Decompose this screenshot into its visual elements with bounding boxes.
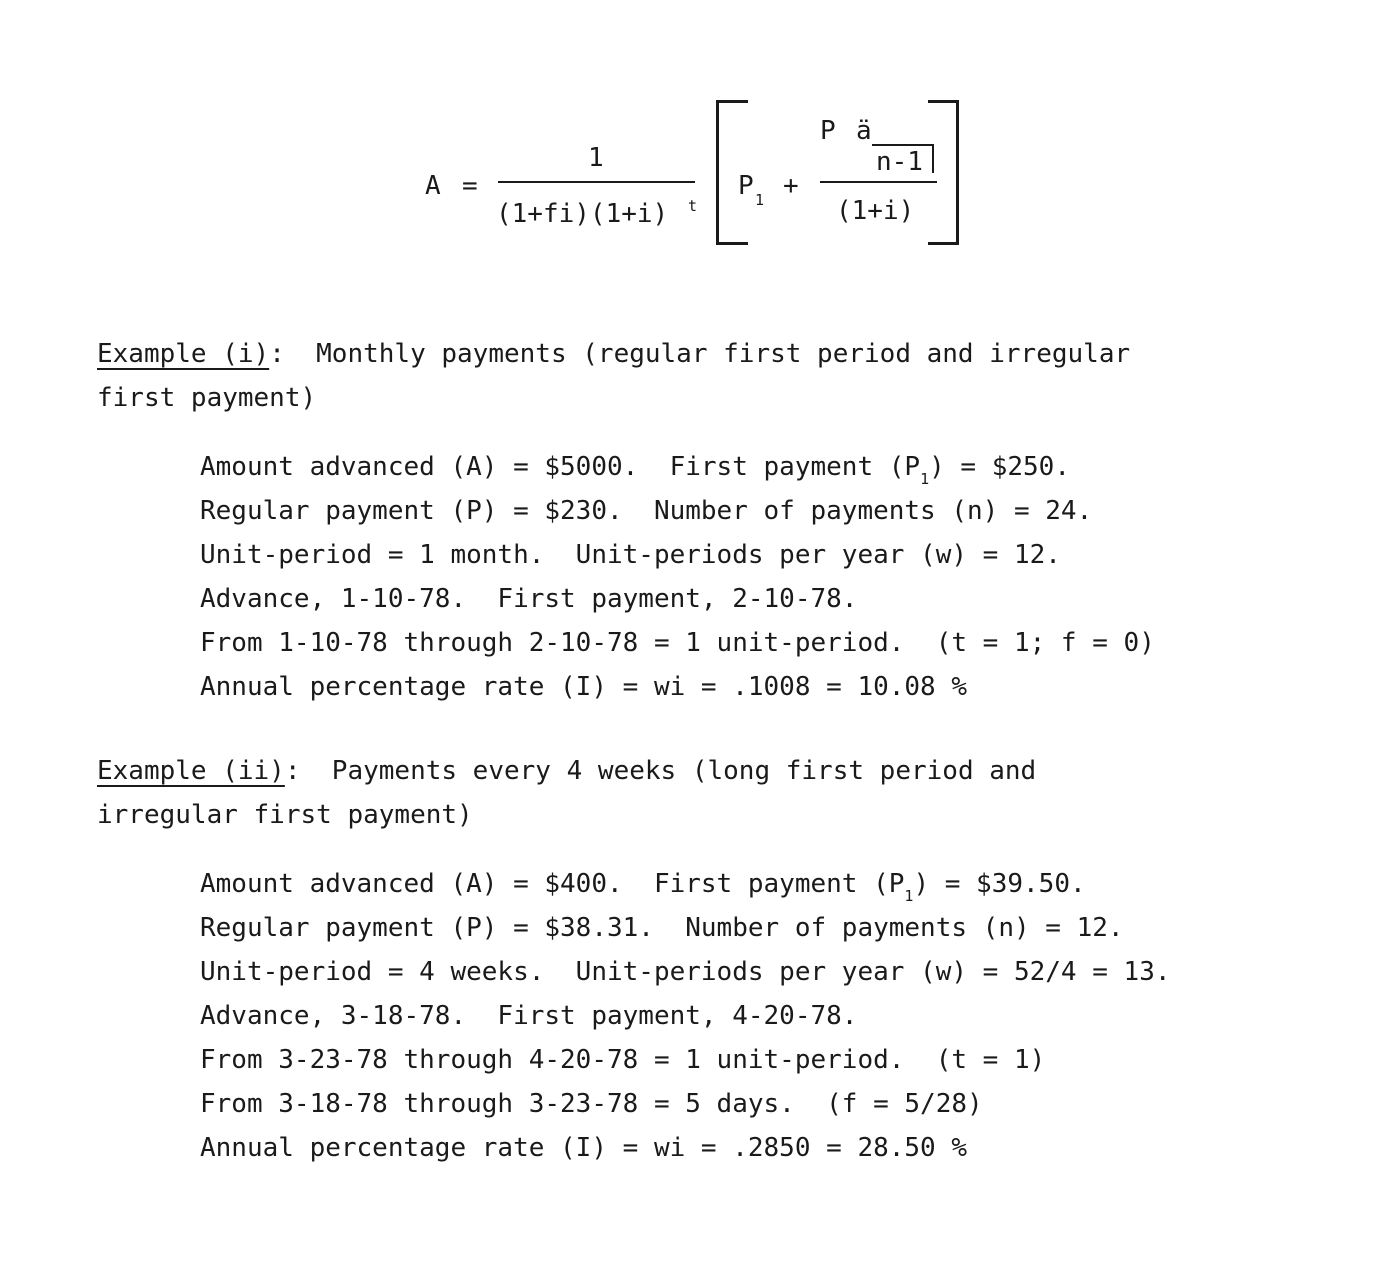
fraction2-bar [820, 181, 937, 183]
example-ii-label: Example (ii) [97, 756, 285, 786]
fraction1-denominator: (1+fi)(1+i) [496, 199, 669, 229]
angle-top [872, 144, 934, 146]
example-ii-line-7: Annual percentage rate (I) = wi = .2850 = 28.50 % [200, 1133, 968, 1163]
example-i-line-1: Amount advanced (A) = $5000. First payment $(P_1)$ = $250. [200, 452, 1070, 488]
example-ii-heading: Example (ii): Payments every 4 weeks (long first period and [97, 756, 1037, 786]
example-ii-line-2: Regular payment (P) = $38.31. Number of payments (n) = 12. [200, 913, 1124, 943]
fraction2-denominator: (1+i) [836, 196, 915, 226]
example-i-line-2: Regular payment (P) = $230. Number of payments (n) = 24. [200, 496, 1093, 526]
exponent-t: t [688, 197, 698, 215]
angle-n-minus-1: n-1 [876, 147, 923, 177]
angle-side [932, 144, 934, 173]
example-ii-line-5: From 3-23-78 through 4-20-78 = 1 unit-period. (t = 1) [200, 1045, 1046, 1075]
annuity-symbol: ä [856, 116, 872, 146]
example-ii-line-1: Amount advanced (A) = $400. First payment $(P_1)$ = $39.50. [200, 869, 1086, 905]
example-ii-line-4: Advance, 3-18-78. First payment, 4-20-78. [200, 1001, 858, 1031]
example-ii-heading-line2: irregular first payment) [97, 800, 473, 830]
fraction1-numerator: 1 [588, 143, 604, 173]
formula-plus: + [783, 171, 799, 201]
p1-subscript: 1 [755, 191, 765, 209]
fraction1-bar [498, 181, 695, 183]
example-ii-line-6: From 3-18-78 through 3-23-78 = 5 days. (f = 5/28) [200, 1089, 983, 1119]
example-i-line-4: Advance, 1-10-78. First payment, 2-10-78. [200, 584, 858, 614]
fraction2-numerator-p: P [820, 116, 836, 146]
example-i-line-5: From 1-10-78 through 2-10-78 = 1 unit-period. (t = 1; f = 0) [200, 628, 1155, 658]
example-i-heading: Example (i): Monthly payments (regular first period and irregular [97, 339, 1131, 369]
p1-variable: P [738, 171, 754, 201]
example-i-heading-line2: first payment) [97, 383, 317, 413]
example-ii-line-3: Unit-period = 4 weeks. Unit-periods per year (w) = 52/4 = 13. [200, 957, 1171, 987]
example-i-line-6: Annual percentage rate (I) = wi = .1008 = 10.08 % [200, 672, 968, 702]
right-bracket [956, 100, 959, 245]
formula-lhs: A [425, 171, 441, 201]
example-i-line-3: Unit-period = 1 month. Unit-periods per year (w) = 12. [200, 540, 1061, 570]
formula-equals: = [462, 171, 478, 201]
left-bracket [716, 100, 719, 245]
example-i-label: Example (i) [97, 339, 270, 369]
